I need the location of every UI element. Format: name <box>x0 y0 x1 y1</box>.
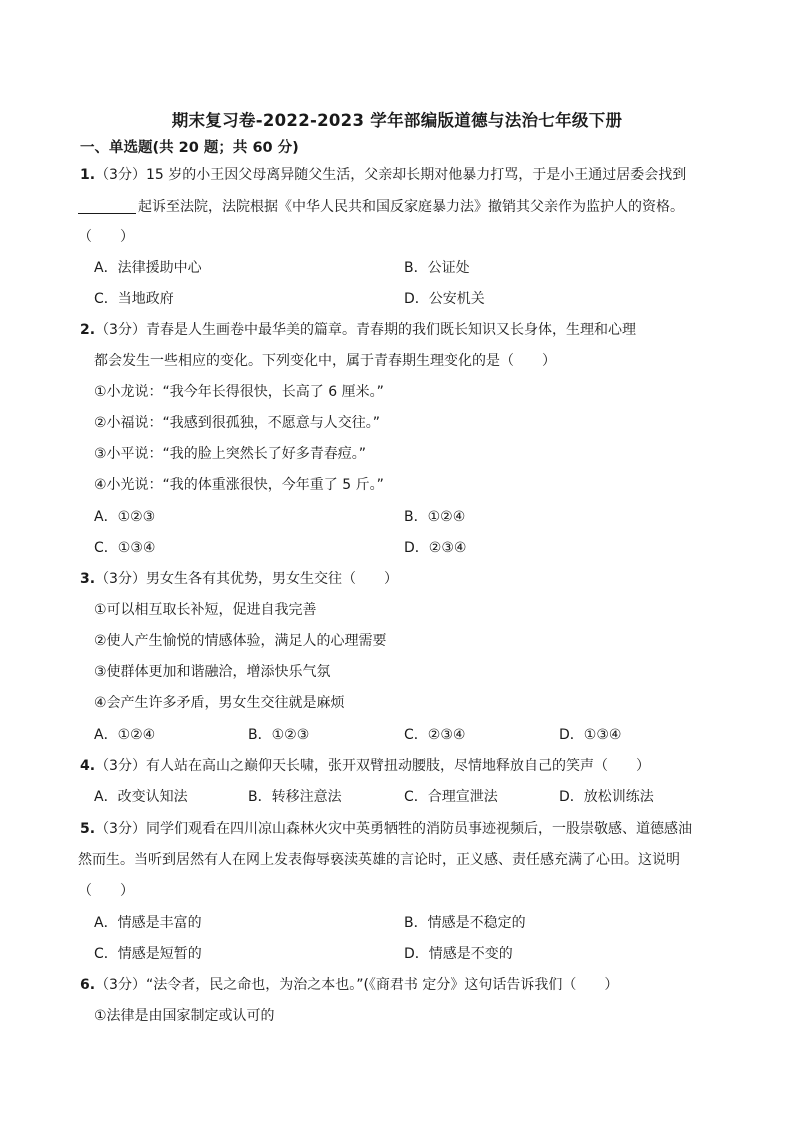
question-5-line-2: 然而生。当听到居然有人在网上发表侮辱亵渎英雄的言论时，正义感、责任感充满了心田。这说明 <box>78 852 680 868</box>
statement-item: ③使群体更加和谐融洽，增添快乐气氛 <box>94 664 331 680</box>
statement-item: ④会产生许多矛盾，男女生交往就是麻烦 <box>94 695 345 711</box>
question-text: （3分）“法令者，民之命也，为治之本也。”(《商君书 定分》这句话告诉我们（ ） <box>95 977 619 993</box>
answer-blank[interactable] <box>78 199 136 214</box>
question-text: （3分）男女生各有其优势，男女生交往（ ） <box>95 571 398 587</box>
option-b[interactable]: B．①②④ <box>404 509 466 525</box>
option-b[interactable]: B．情感是不稳定的 <box>404 915 526 931</box>
question-text: （3分）同学们观看在四川凉山森林火灾中英勇牺牲的消防员事迹视频后，一股崇敬感、道德感油 <box>95 821 692 837</box>
statement-item: ②使人产生愉悦的情感体验，满足人的心理需要 <box>94 633 387 649</box>
answer-paren: （ ） <box>78 229 134 245</box>
option-c[interactable]: C．当地政府 <box>94 291 174 307</box>
question-number: 4. <box>80 758 96 774</box>
question-6 <box>80 975 618 995</box>
question-2-line-2: 都会发生一些相应的变化。下列变化中，属于青春期生理变化的是（ ） <box>94 353 556 369</box>
question-4 <box>80 756 650 776</box>
option-b[interactable]: B．转移注意法 <box>248 789 342 805</box>
question-2 <box>80 320 636 340</box>
question-text: （3分）青春是人生画卷中最华美的篇章。青春期的我们既长知识又长身体，生理和心理 <box>95 322 636 338</box>
section-heading: 一、单选题(共 20 题；共 60 分) <box>80 140 299 156</box>
question-1 <box>80 165 686 185</box>
option-c[interactable]: C．合理宣泄法 <box>404 789 498 805</box>
option-d[interactable]: D．①③④ <box>559 727 622 743</box>
option-b[interactable]: B．公证处 <box>404 260 470 276</box>
statement-item: ②小福说：“我感到很孤独，不愿意与人交往。” <box>94 415 381 431</box>
option-a[interactable]: A．①②④ <box>94 727 156 743</box>
option-a[interactable]: A．情感是丰富的 <box>94 915 202 931</box>
option-a[interactable]: A．法律援助中心 <box>94 260 202 276</box>
statement-item: ④小光说：“我的体重涨很快，今年重了 5 斤。” <box>94 477 384 493</box>
option-d[interactable]: D．放松训练法 <box>559 789 654 805</box>
question-5 <box>80 819 692 839</box>
question-number: 1. <box>80 167 96 183</box>
option-c[interactable]: C．情感是短暂的 <box>94 946 202 962</box>
question-1-line-2 <box>78 197 684 217</box>
statement-item: ①可以相互取长补短，促进自我完善 <box>94 602 317 618</box>
question-number: 3. <box>80 571 96 587</box>
answer-paren: （ ） <box>78 883 134 899</box>
statement-item: ①法律是由国家制定或认可的 <box>94 1008 275 1024</box>
option-c[interactable]: C．②③④ <box>404 727 466 743</box>
option-b[interactable]: B．①②③ <box>248 727 310 743</box>
option-a[interactable]: A．①②③ <box>94 509 156 525</box>
question-3 <box>80 569 398 589</box>
option-c[interactable]: C．①③④ <box>94 540 156 556</box>
question-number: 5. <box>80 821 96 837</box>
option-d[interactable]: D．②③④ <box>404 540 467 556</box>
statement-item: ①小龙说：“我今年长得很快，长高了 6 厘米。” <box>94 384 384 400</box>
question-number: 6. <box>80 977 96 993</box>
page-title: 期末复习卷-2022-2023 学年部编版道德与法治七年级下册 <box>171 111 623 130</box>
option-d[interactable]: D．公安机关 <box>404 291 485 307</box>
question-number: 2. <box>80 322 96 338</box>
question-text: （3分）有人站在高山之巅仰天长啸，张开双臂扭动腰肢，尽情地释放自己的笑声（ ） <box>95 758 650 774</box>
option-d[interactable]: D．情感是不变的 <box>404 946 513 962</box>
question-text: （3分）15 岁的小王因父母离异随父生活，父亲却长期对他暴力打骂，于是小王通过居委会找到 <box>95 167 687 183</box>
option-a[interactable]: A．改变认知法 <box>94 789 188 805</box>
question-text: 起诉至法院，法院根据《中华人民共和国反家庭暴力法》撤销其父亲作为监护人的资格。 <box>138 199 684 215</box>
statement-item: ③小平说：“我的脸上突然长了好多青春痘。” <box>94 446 367 462</box>
